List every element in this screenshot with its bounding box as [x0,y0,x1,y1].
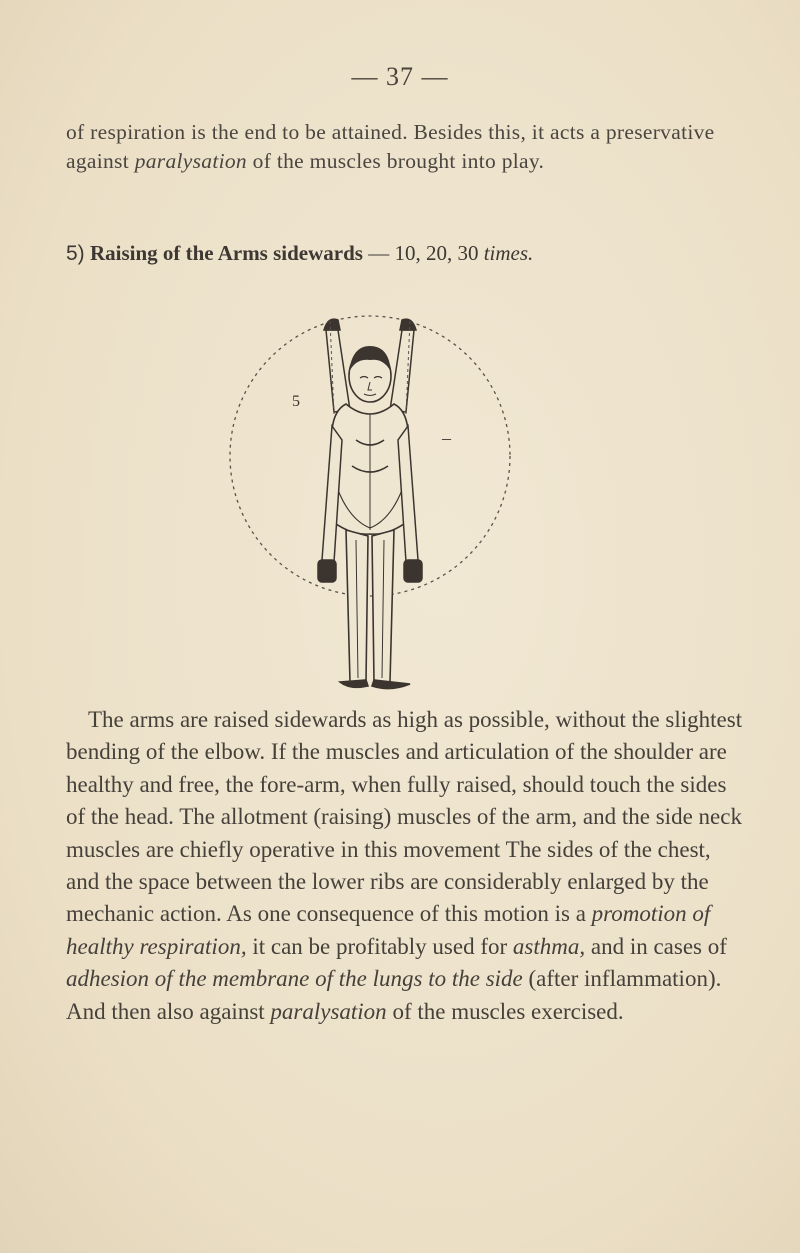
exercise-illustration [200,290,540,710]
main-italic-asthma: asthma, [512,933,586,959]
main-paragraph [66,704,746,1028]
figure-label-number: 5 [292,393,300,410]
main-text-3: and in cases of [585,933,727,959]
figure-legs [340,530,410,689]
main-italic-promotion: promotion of healthy respiration, [66,901,711,959]
exercise-heading [66,241,756,266]
exercise-number: 5) [66,242,85,265]
intro-text-a: of respiration is the end to be attained. Besides this, it acts a preservative against [66,120,715,173]
main-text-5: of the muscles exercised. [386,998,624,1024]
arm-raising-figure-illustration [200,290,540,710]
figure-label-dash: – [442,428,451,448]
main-text-1: The arms are raised sidewards as high as possible, without the slightest bending of the elbow. If the muscles and articulation of the shoulder are healthy and free, the fore-arm, when fully raised, should touch the sides of the head. The allotment (raising) muscles of the arm, and the side neck muscles are chiefly operative in this movement The sides of the chest, and the space between the lower ribs are considerably enlarged by the mechanic action. As one consequence of this motion is a [66,707,743,927]
page-number: — 37 — [351,62,449,91]
intro-italic-paralysation: paralysation [134,149,247,173]
exercise-title: Raising of the Arms sidewards [89,241,363,265]
figure-head [349,346,391,402]
main-text-4: (after inflammation). And then also against [66,966,722,1024]
exercise-counts-unit: times. [483,241,534,265]
main-text-2: it can be profitably used for [246,933,513,959]
main-italic-adhesion: adhesion of the membrane of the lungs to the side [66,966,523,992]
exercise-dash: — [362,241,395,265]
main-italic-paralysation: paralysation [270,998,387,1024]
exercise-counts: 10, 20, 30 [394,241,484,265]
intro-paragraph [66,118,746,176]
intro-text-c: of the muscles brought into play. [246,149,545,173]
